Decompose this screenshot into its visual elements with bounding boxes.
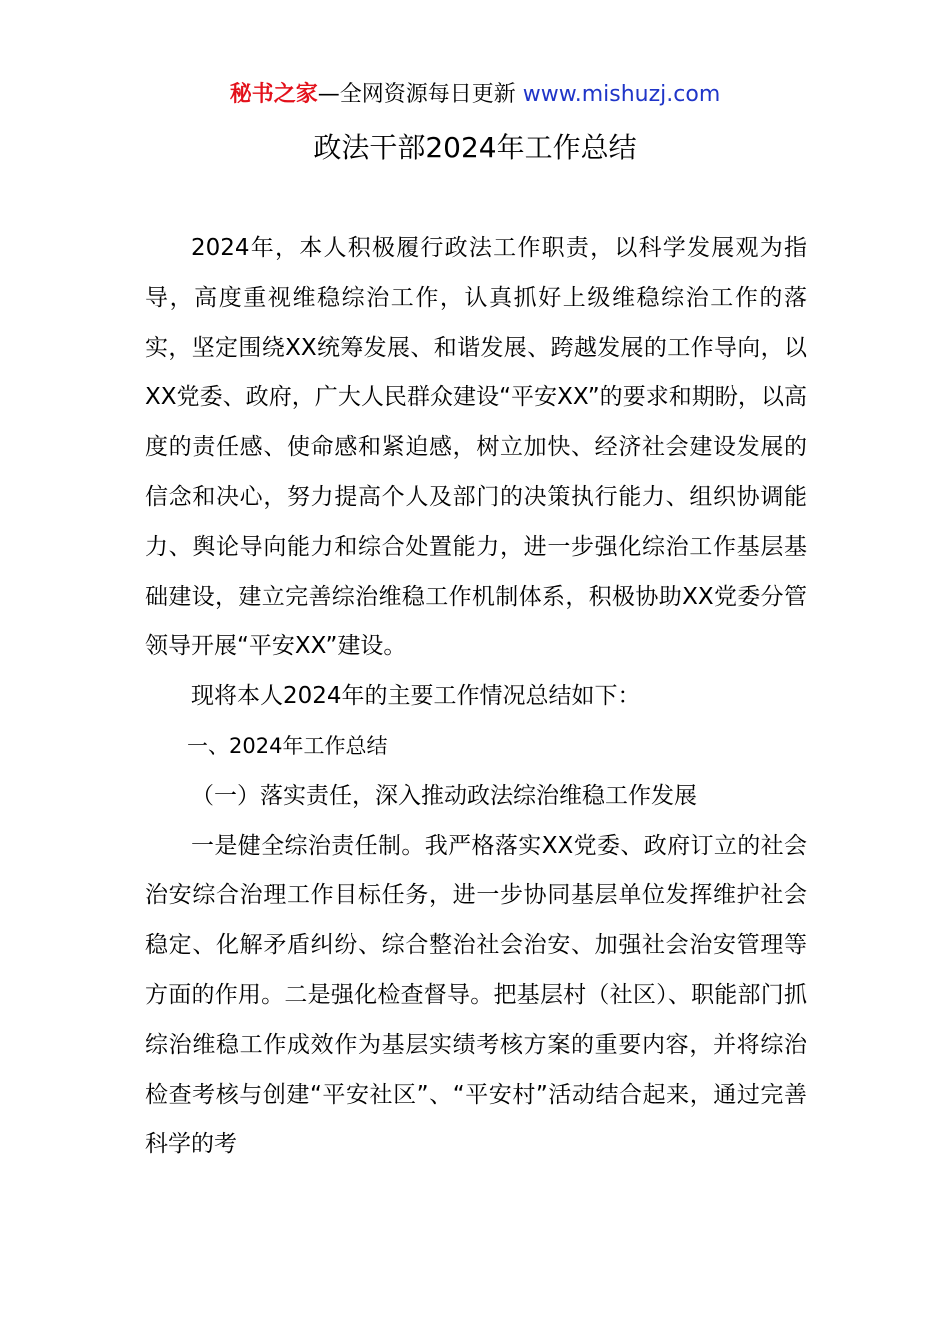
site-brand: 秘书之家 bbox=[229, 82, 318, 107]
site-url-link[interactable]: www.mishuzj.com bbox=[522, 82, 721, 107]
site-header bbox=[0, 80, 950, 110]
paragraph-summary-lead: 现将本人2024年的主要工作情况总结如下： bbox=[191, 683, 641, 710]
paragraph-intro: 2024年，本人积极履行政法工作职责，以科学发展观为指导，高度重视维稳综治工作，认真抓好上级维稳综治工作的落实，坚定围绕XX统筹发展、和谐发展、跨越发展的工作导向，以XX党委、政府，广大人民群众建设“平安XX”的要求和期盼，以高度的责任感、使命感和紧迫感，树立加快、经济社会建设发展的信念和决心，努力提高个人及部门的决策执行能力、组织协调能力、舆论导向能力和综合处置能力，进一步强化综治工作基层基础建设，建立完善综治维稳工作机制体系，积极协助XX党委分管领导开展“平安XX”建设。 bbox=[145, 235, 807, 660]
document-title: 政法干部2024年工作总结 bbox=[313, 131, 637, 164]
document-body bbox=[145, 224, 807, 1170]
section-heading: 一、2024年工作总结 bbox=[187, 733, 388, 758]
paragraph-responsibility: 一是健全综治责任制。我严格落实XX党委、政府订立的社会治安综合治理工作目标任务，进一步协同基层单位发挥维护社会稳定、化解矛盾纠纷、综合整治社会治安、加强社会治安管理等方面的作用。二是强化检查督导。把基层村（社区）、职能部门抓综治维稳工作成效作为基层实绩考核方案的重要内容，并将综治检查考核与创建“平安社区”、“平安村”活动结合起来，通过完善科学的考 bbox=[145, 832, 807, 1158]
site-slogan: —全网资源每日更新 bbox=[317, 82, 523, 107]
subsection-heading: （一）落实责任，深入推动政法综治维稳工作发展 bbox=[191, 782, 697, 809]
